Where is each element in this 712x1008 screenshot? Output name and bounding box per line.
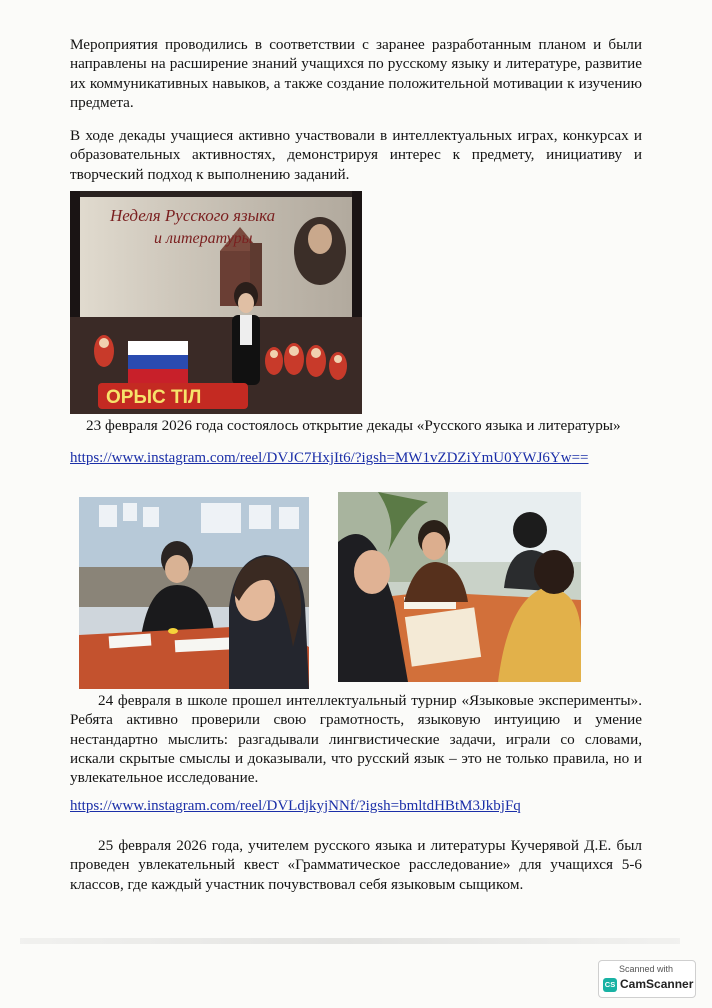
camscanner-logo-icon: CS xyxy=(603,978,617,992)
photo-tournament-left xyxy=(79,497,309,689)
photo-opening-ceremony xyxy=(70,191,362,414)
paragraph-quest: 25 февраля 2026 года, учителем русского языка и литературы Кучерявой Д.Е. был проведен увлекательный квест «Грамматическое расследование» для учащихся 5-6 классов, где каждый участник почувствовал себя языковым сыщиком. xyxy=(70,837,642,893)
scan-shadow xyxy=(20,938,680,944)
paragraph-plan: Мероприятия проводились в соответствии с заранее разработанным планом и были направлены на расширение знаний учащихся по русскому языку и литературе, развитие их коммуникативных навыков, а также создание положительной мотивации к изучению предмета. xyxy=(70,36,642,111)
paragraph-activities: В ходе декады учащиеся активно участвовали в интеллектуальных играх, конкурсах и образовательных активностях, демонстрируя интерес к предмету, инициативу и творческий подход к выполнению заданий. xyxy=(70,127,642,183)
photo-tournament-right xyxy=(338,492,581,682)
caption-opening: 23 февраля 2026 года состоялось открытие декады «Русского языка и литературы» xyxy=(86,417,621,434)
camscanner-watermark xyxy=(598,960,696,998)
banner-title-line2: и литературы xyxy=(154,230,253,247)
instagram-link-2[interactable]: https://www.instagram.com/reel/DVLdjkyjNNf/?igsh=bmltdHBtM3JkbjFq xyxy=(70,798,521,814)
watermark-line2: CamScanner xyxy=(620,977,694,991)
watermark-line1: Scanned with xyxy=(619,964,674,974)
link-1-url[interactable]: https://www.instagram.com/reel/DVJC7HxjIt6/?igsh=MW1vZDZiYmU0YWJ6Yw xyxy=(70,450,572,466)
photo-sign-text: ОРЫС ТІЛ xyxy=(106,387,202,408)
link-1-tail: == xyxy=(571,450,589,466)
instagram-link-1[interactable] xyxy=(70,450,589,467)
paragraph-tournament: 24 февраля в школе прошел интеллектуальный турнир «Языковые эксперименты». Ребята активно проверили свою грамотность, языковую интуицию и умение нестандартно мыслить: разгадывали лингвистические задачи, играли со словами, искали скрытые смыслы и доказывали, что русский язык – это не только правила, но и увлекательное исследование. xyxy=(70,692,642,787)
banner-title-line1: Неделя Русского языка xyxy=(110,206,276,225)
